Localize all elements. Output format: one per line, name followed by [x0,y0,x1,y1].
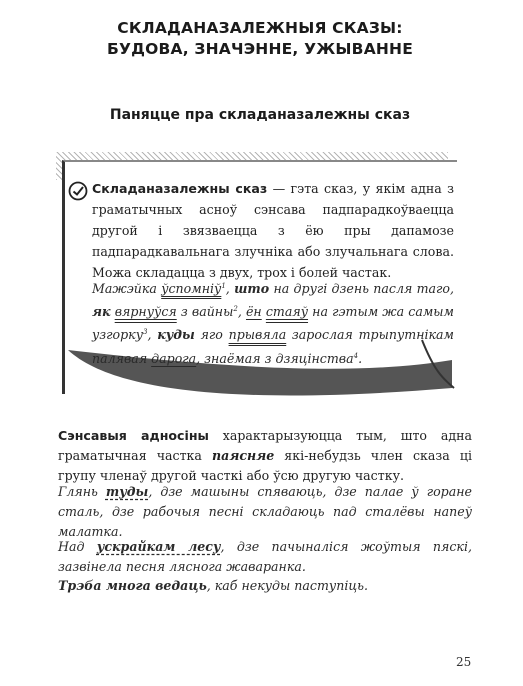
ex1-text: зарослая трыпутнікам палявая [92,327,455,366]
ex3-text: , дзе пачыналіся жоўтыя пяскі, зазвінела песня ляснога жаваранка. [58,539,472,574]
section-title: Паняцце пра складаназалежны сказ [109,107,411,123]
page-title [40,18,480,60]
definition-body: — гэта сказ, у якім адна з граматычных асноў сэнсава падпарадкоўваецца другой і звязваецца з ёю пры дапамозе падпарадкавальнага злучніка або злучальнага слова. Можа складацца з двух, трох і болей частак. [92,181,454,280]
ex2-adverbial: туды [105,484,149,499]
ex1-text: яго [194,327,229,343]
ex1-text: на гэтым жа самым узгорку [92,304,454,343]
definition-term: Складаназалежны сказ [92,181,268,196]
paragraph-term: Сэнсавыя адносіны [58,428,209,443]
example-sentence-4 [58,576,472,596]
ex1-text: Мажэйка [92,281,162,297]
ex4-main-clause: Трэба многа ведаць [58,578,207,593]
page-title-line2: БУДОВА, ЗНАЧЭННЕ, УЖЫВАННЕ [106,40,414,58]
ex1-text: . [358,350,363,366]
ex1-index: 4 [353,351,359,360]
ex1-conjunction: як [92,304,111,320]
ex2-text: , дзе машыны спяваюць, дзе палае ў горане сталь, дзе рабочыя песні складаюць пад сталёвы напеў малатка. [58,484,472,539]
ex1-predicate: прывяла [228,327,287,343]
example-sentence-2 [58,482,472,542]
ex1-index: 2 [233,305,238,314]
ex1-conjunction: куды [157,327,195,343]
ex1-predicate: ўспомніў [161,281,222,297]
ex2-text: Глянь [58,484,106,499]
ex1-predicate: стаяў [265,304,309,320]
paragraph-text: які-небудзь член сказа ці групу членаў другой часткі або ўсю другую частку. [58,448,472,483]
page-title-line1: СКЛАДАНАЗАЛЕЖНЫЯ СКАЗЫ: [117,19,403,37]
ex1-text: , [225,281,235,297]
ex1-predicate: вярнуўся [114,304,177,320]
ex1-text: , [147,327,158,343]
ex1-subject: дарога [151,350,197,366]
ex1-subject: ён [245,304,262,320]
ex1-text: , знаёмая з дзяцінства [196,350,354,366]
explanation-paragraph [58,426,472,486]
ex3-text: Над [58,539,97,554]
ex3-adverbial: ускрайкам лесу [96,539,221,554]
definition-text [92,178,454,283]
ex1-index: 1 [221,282,226,290]
checkmark-icon [68,181,88,201]
ex1-conjunction: што [234,281,270,297]
paragraph-text: характарызуюцца тым, што адна граматычная частка [58,428,472,463]
ex4-text: , каб некуды паступіць. [206,578,368,593]
page-number: 25 [456,655,472,669]
paragraph-emphasis: паясняе [212,448,275,463]
ex1-text: з вайны [176,304,234,320]
example-sentence-1 [92,276,454,369]
ex1-index: 3 [143,328,148,337]
example-sentence-3 [58,537,472,577]
ex1-text: , [237,304,246,320]
ex1-text: на другі дзень пасля таго, [269,281,454,297]
